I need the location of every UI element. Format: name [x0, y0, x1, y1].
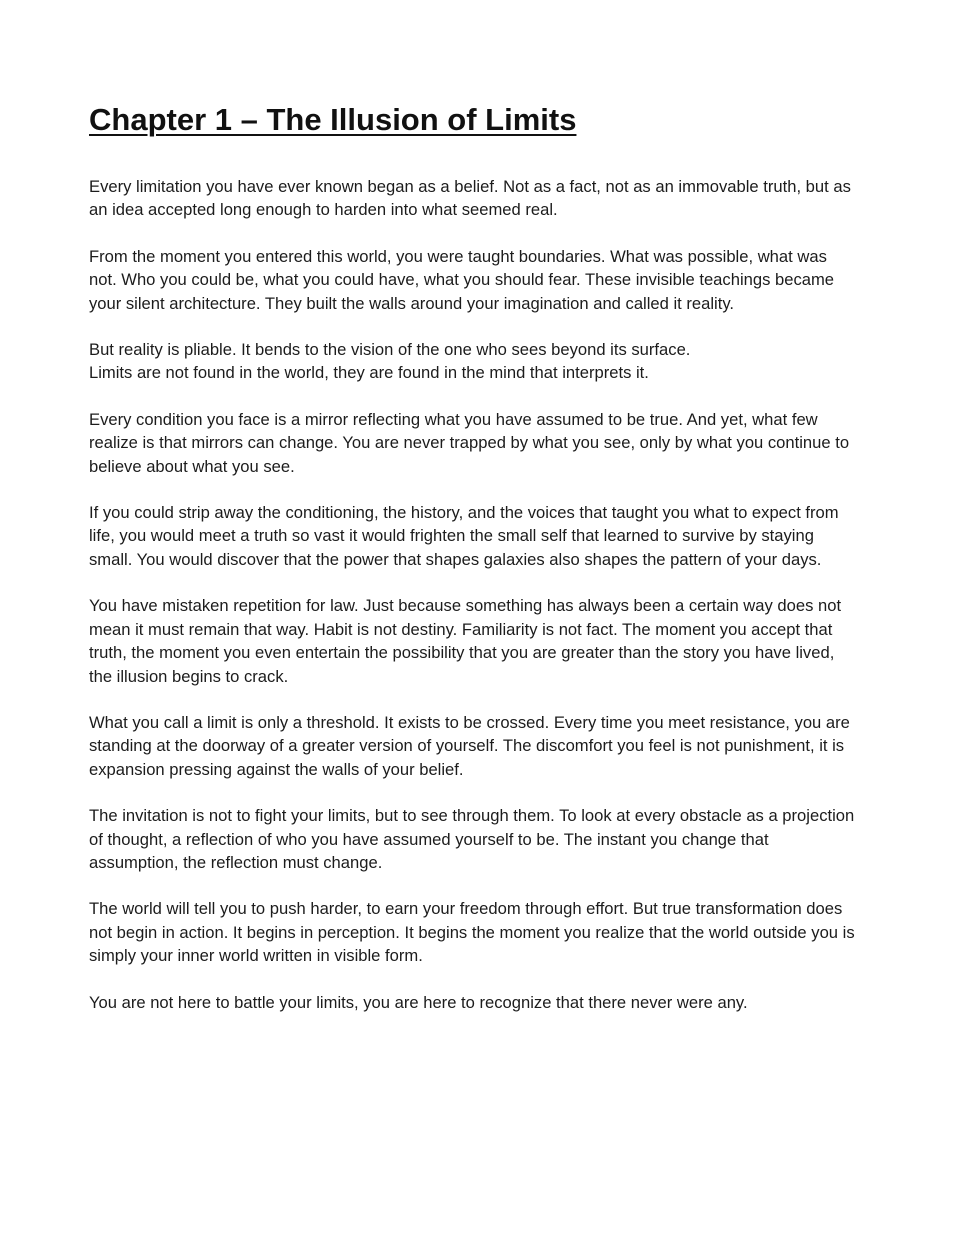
paragraph-10: You are not here to battle your limits, you are here to recognize that there never were any.	[89, 992, 748, 1012]
paragraph-7: What you call a limit is only a threshold. It exists to be crossed. Every time you meet resistance, you are standing at the doorway of a greater version of yourself. The discomfort you feel is not punishment, it is expansion pressing against the walls of your belief.	[89, 712, 850, 779]
paragraph-8: The invitation is not to fight your limits, but to see through them. To look at every obstacle as a projection of thought, a reflection of who you have assumed yourself to be. The instant you change that assumption, the reflection must change.	[89, 806, 855, 872]
paragraph-1: Every limitation you have ever known began as a belief. Not as a fact, not as an immovable truth, but as an idea accepted long enough to harden into what seemed real.	[89, 177, 851, 220]
paragraph-2: From the moment you entered this world, you were taught boundaries. What was possible, what was not. Who you could be, what you could have, what you should fear. These invisible teachings became your silent architecture. They built the walls around your imagination and called it reality.	[89, 246, 835, 313]
paragraph-5: If you could strip away the conditioning, the history, and the voices that taught you what to expect from life, you would meet a truth so vast it would frighten the small self that learned to survive by staying small. You would discover that the power that shapes galaxies also shapes the pattern of your days.	[89, 503, 839, 569]
chapter-body	[89, 175, 859, 1014]
paragraph-4: Every condition you face is a mirror reflecting what you have assumed to be true. And yet, what few realize is that mirrors can change. You are never trapped by what you see, only by what you continue to believe about what you see.	[89, 409, 850, 476]
paragraph-9: The world will tell you to push harder, to earn your freedom through effort. But true transformation does not begin in action. It begins in perception. It begins the moment you realize that the world outside you is simply your inner world written in visible form.	[89, 899, 855, 966]
document-page	[89, 100, 859, 1037]
paragraph-6: You have mistaken repetition for law. Just because something has always been a certain way does not mean it must remain that way. Habit is not destiny. Familiarity is not fact. The moment you accept that truth, the moment you even entertain the possibility that you are greater than the story you have lived, the illusion begins to crack.	[89, 596, 842, 686]
chapter-title: Chapter 1 – The Illusion of Limits	[89, 102, 577, 137]
paragraph-3: But reality is pliable. It bends to the vision of the one who sees beyond its surface. Limits are not found in the world, they are found in the mind that interprets it.	[89, 340, 691, 383]
